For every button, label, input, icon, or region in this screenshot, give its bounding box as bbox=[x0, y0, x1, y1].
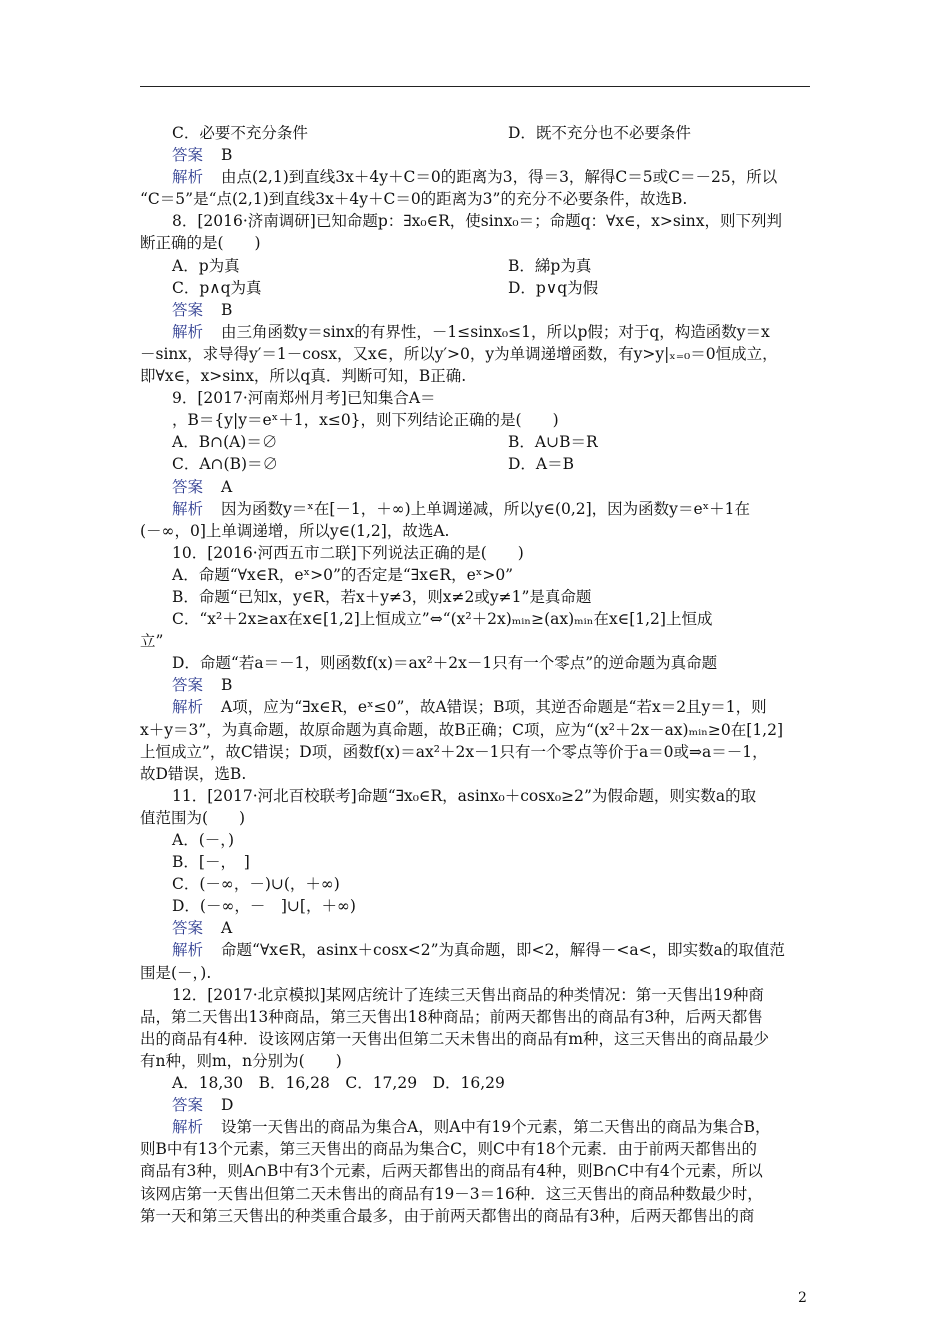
q12-stem: 12．[2017·北京模拟]某网店统计了连续三天售出商品的种类情况：第一天售出19种商 bbox=[172, 985, 764, 1004]
q10-stem: 10．[2016·河西五市二联]下列说法正确的是( ) bbox=[172, 543, 524, 562]
q12-analysis-cont: 第一天和第三天售出的种类重合最多，由于前两天都售出的商品有3种，后两天都售出的商 bbox=[140, 1206, 755, 1225]
q11-analysis-cont: 围是(－，). bbox=[140, 963, 212, 982]
q10-option-b: B．命题“已知x，y∈R，若x＋y≠3，则x≠2或y≠1”是真命题 bbox=[172, 587, 592, 606]
analysis-label: 解析 bbox=[172, 698, 204, 717]
q12-options: A．18,30 B．16,28 C．17,29 D．16,29 bbox=[172, 1074, 505, 1093]
q9-analysis: 解析 因为函数y＝ˣ在[－1，＋∞)上单调递减，所以y∈(0,2]，因为函数y＝eˣ＋1在 bbox=[172, 499, 751, 518]
analysis-label: 解析 bbox=[172, 1118, 204, 1137]
q11-option-a: A．(－，) bbox=[172, 831, 235, 849]
q12-stem-cont: 出的商品有4种．设该网店第一天售出但第二天未售出的商品有m种，这三天售出的商品最少 bbox=[140, 1029, 770, 1048]
q8-option-d: D．p∨q为假 bbox=[508, 278, 599, 297]
analysis-label: 解析 bbox=[172, 322, 204, 341]
answer-label: 答案 bbox=[172, 676, 204, 695]
q10-option-d: D．命题“若a＝－1，则函数f(x)＝ax²＋2x－1只有一个零点”的逆命题为真命题 bbox=[172, 654, 718, 673]
q11-option-c: C．(－∞，－)∪(，＋∞) bbox=[172, 875, 340, 894]
q8-options-ab bbox=[140, 255, 812, 277]
answer-label: 答案 bbox=[172, 477, 204, 496]
document-body bbox=[140, 122, 812, 1227]
q8-option-a: A．p为真 bbox=[172, 256, 240, 275]
q9-option-a: A．B∩(A)＝∅ bbox=[172, 433, 278, 452]
q7-analysis: 解析 由点(2,1)到直线3x＋4y＋C＝0的距离为3，得＝3，解得C＝5或C＝－25，所以 bbox=[172, 168, 778, 187]
q9-options-ab bbox=[140, 431, 812, 453]
q8-analysis-cont: 即∀x∈，x>sinx，所以q真．判断可知，B正确. bbox=[140, 367, 467, 386]
q8-option-c: C．p∧q为真 bbox=[172, 278, 262, 297]
q11-option-b: B．[－， ] bbox=[172, 853, 250, 872]
q10-option-a: A．命题“∀x∈R，eˣ>0”的否定是“∃x∈R，eˣ>0” bbox=[172, 565, 514, 584]
q8-analysis-cont: －sinx，求导得y′＝1－cosx，又x∈，所以y′>0，y为单调递增函数，有y>y|ₓ₌₀＝0恒成立， bbox=[140, 344, 778, 363]
answer-label: 答案 bbox=[172, 919, 204, 938]
q12-analysis-cont: 则B中有13个元素，第三天售出的商品为集合C，则C中有18个元素．由于前两天都售出的 bbox=[140, 1140, 758, 1159]
q10-option-c-cont: 立” bbox=[140, 632, 164, 651]
q9-stem: 9．[2017·河南郑州月考]已知集合A＝ bbox=[172, 389, 436, 408]
q8-stem: 8．[2016·济南调研]已知命题p：∃x₀∈R，使sinx₀＝；命题q：∀x∈，x>sinx，则下列判 bbox=[172, 212, 782, 231]
q11-answer: 答案 A bbox=[172, 919, 233, 938]
q9-options-cd bbox=[140, 453, 812, 475]
answer-label: 答案 bbox=[172, 146, 204, 165]
q11-option-d: D．(－∞，－ ]∪[，＋∞) bbox=[172, 897, 356, 916]
q11-stem-cont: 值范围为( ) bbox=[140, 808, 246, 827]
q10-analysis: 解析 A项，应为“∃x∈R，eˣ≤0”，故A错误；B项，其逆否命题是“若x＝2且y＝1，则 bbox=[172, 698, 767, 717]
q12-stem-cont: 品，第二天售出13种商品，第三天售出18种商品；前两天都售出的商品有3种，后两天都售 bbox=[140, 1007, 763, 1026]
q10-analysis-cont: x＋y＝3”，为真命题，故原命题为真命题，故B正确；C项，应为“(x²＋2x－ax)ₘᵢₙ≥0在[1,2] bbox=[140, 720, 784, 739]
analysis-label: 解析 bbox=[172, 499, 204, 518]
q9-analysis-cont: (－∞，0]上单调递增，所以y∈(1,2]，故选A. bbox=[140, 521, 450, 540]
q10-option-c: C．“x²＋2x≥ax在x∈[1,2]上恒成立”⇔“(x²＋2x)ₘᵢₙ≥(ax)ₘᵢₙ在x∈[1,2]上恒成 bbox=[172, 610, 713, 629]
q8-option-b: B．綈p为真 bbox=[508, 256, 592, 275]
header-rule bbox=[140, 86, 810, 87]
q11-analysis: 解析 命题“∀x∈R，asinx＋cosx<2”为真命题，即<2，解得－<a<，即实数a的取值范 bbox=[172, 941, 785, 960]
q10-answer: 答案 B bbox=[172, 676, 233, 695]
q12-stem-cont: 有n种，则m，n分别为( ) bbox=[140, 1051, 342, 1070]
q7-options-cd bbox=[140, 122, 812, 144]
q9-answer: 答案 A bbox=[172, 477, 233, 496]
q7-answer: 答案 B bbox=[172, 146, 233, 165]
q10-analysis-cont: 上恒成立”，故C错误；D项，函数f(x)＝ax²＋2x－1只有一个零点等价于a＝0或⇒a＝－1， bbox=[140, 742, 768, 761]
analysis-label: 解析 bbox=[172, 941, 204, 960]
q12-analysis-cont: 该网店第一天售出但第二天未售出的商品有19－3＝16种．这三天售出的商品种数最少时， bbox=[140, 1184, 763, 1203]
q12-answer: 答案 D bbox=[172, 1096, 234, 1115]
answer-label: 答案 bbox=[172, 300, 204, 319]
q8-analysis: 解析 由三角函数y＝sinx的有界性，－1≤sinx₀≤1，所以p假；对于q，构造函数y＝x bbox=[172, 322, 770, 341]
q7-option-d: D．既不充分也不必要条件 bbox=[508, 124, 691, 142]
answer-label: 答案 bbox=[172, 1096, 204, 1115]
q9-stem-cont: ，B＝{y|y＝eˣ＋1，x≤0}，则下列结论正确的是( ) bbox=[172, 411, 559, 430]
q11-stem: 11．[2017·河北百校联考]命题“∃x₀∈R，asinx₀＋cosx₀≥2”为假命题，则实数a的取 bbox=[172, 786, 757, 805]
q9-option-b: B．A∪B＝R bbox=[508, 433, 598, 452]
q7-option-c: C．必要不充分条件 bbox=[172, 124, 308, 142]
page-number: 2 bbox=[798, 1290, 807, 1306]
q8-stem-cont: 断正确的是( ) bbox=[140, 234, 261, 253]
q12-analysis: 解析 设第一天售出的商品为集合A，则A中有19个元素，第二天售出的商品为集合B， bbox=[172, 1118, 771, 1137]
q9-option-c: C．A∩(B)＝∅ bbox=[172, 455, 279, 474]
q9-option-d: D．A＝B bbox=[508, 455, 575, 474]
q10-analysis-cont: 故D错误，选B. bbox=[140, 764, 247, 783]
q7-analysis-cont: “C＝5”是“点(2,1)到直线3x＋4y＋C＝0的距离为3”的充分不必要条件，故选B. bbox=[140, 190, 688, 209]
q8-answer: 答案 B bbox=[172, 300, 233, 319]
analysis-label: 解析 bbox=[172, 168, 204, 187]
q12-analysis-cont: 商品有3种，则A∩B中有3个元素，后两天都售出的商品有4种，则B∩C中有4个元素，所以 bbox=[140, 1162, 763, 1181]
q8-options-cd bbox=[140, 277, 812, 299]
